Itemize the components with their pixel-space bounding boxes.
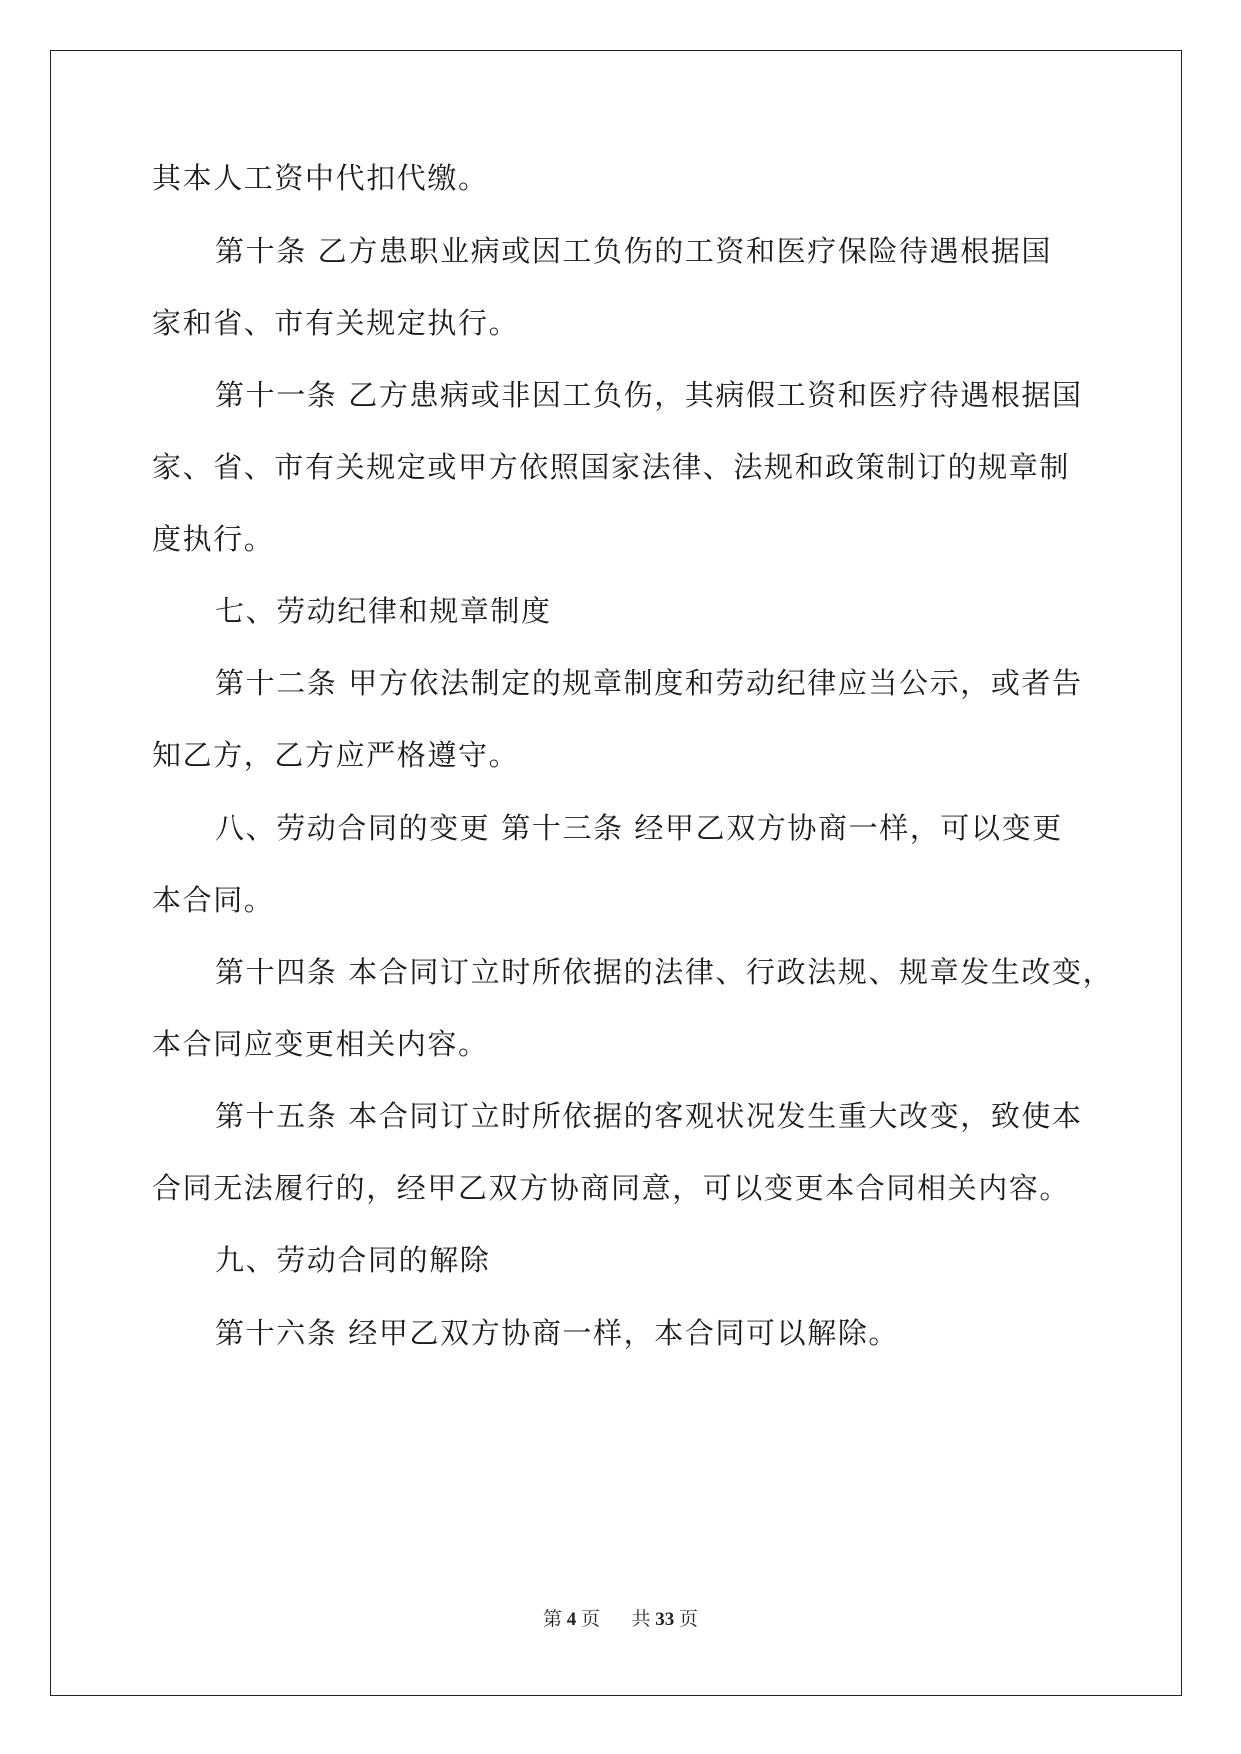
section-heading: 八、劳动合同的变更 第十三条 经甲乙双方协商一样，可以变更 <box>215 811 1063 845</box>
page-border <box>50 50 1182 1696</box>
text-line: 度执行。 <box>152 522 275 556</box>
text-line: 第十五条 本合同订立时所依据的客观状况发生重大改变，致使本 <box>215 1099 1083 1133</box>
footer-total-unit: 页 <box>679 1609 699 1630</box>
text-line: 家、省、市有关规定或甲方依照国家法律、法规和政策制订的规章制 <box>152 450 1071 484</box>
section-heading: 九、劳动合同的解除 <box>215 1243 491 1277</box>
text-line: 本合同。 <box>152 883 275 917</box>
footer-prefix: 第 <box>542 1609 562 1630</box>
footer-total-prefix: 共 <box>631 1609 651 1630</box>
text-line: 其本人工资中代扣代缴。 <box>152 161 489 195</box>
page-number-footer <box>0 1608 1241 1632</box>
text-line: 知乙方，乙方应严格遵守。 <box>152 738 520 772</box>
text-line: 第十条 乙方患职业病或因工负伤的工资和医疗保险待遇根据国 <box>215 234 1053 268</box>
section-heading: 七、劳动纪律和规章制度 <box>215 594 552 628</box>
text-line: 第十六条 经甲乙双方协商一样，本合同可以解除。 <box>215 1316 900 1350</box>
footer-page-unit: 页 <box>580 1609 600 1630</box>
text-line: 本合同应变更相关内容。 <box>152 1027 489 1061</box>
text-line: 第十一条 乙方患病或非因工负伤，其病假工资和医疗待遇根据国 <box>215 378 1083 412</box>
text-line: 第十四条 本合同订立时所依据的法律、行政法规、规章发生改变， <box>215 955 1114 989</box>
text-line: 合同无法履行的，经甲乙双方协商同意，可以变更本合同相关内容。 <box>152 1171 1071 1205</box>
total-page-count: 33 <box>655 1609 675 1630</box>
current-page-number: 4 <box>566 1609 577 1630</box>
text-line: 家和省、市有关规定执行。 <box>152 306 520 340</box>
text-line: 第十二条 甲方依法制定的规章制度和劳动纪律应当公示，或者告 <box>215 666 1083 700</box>
